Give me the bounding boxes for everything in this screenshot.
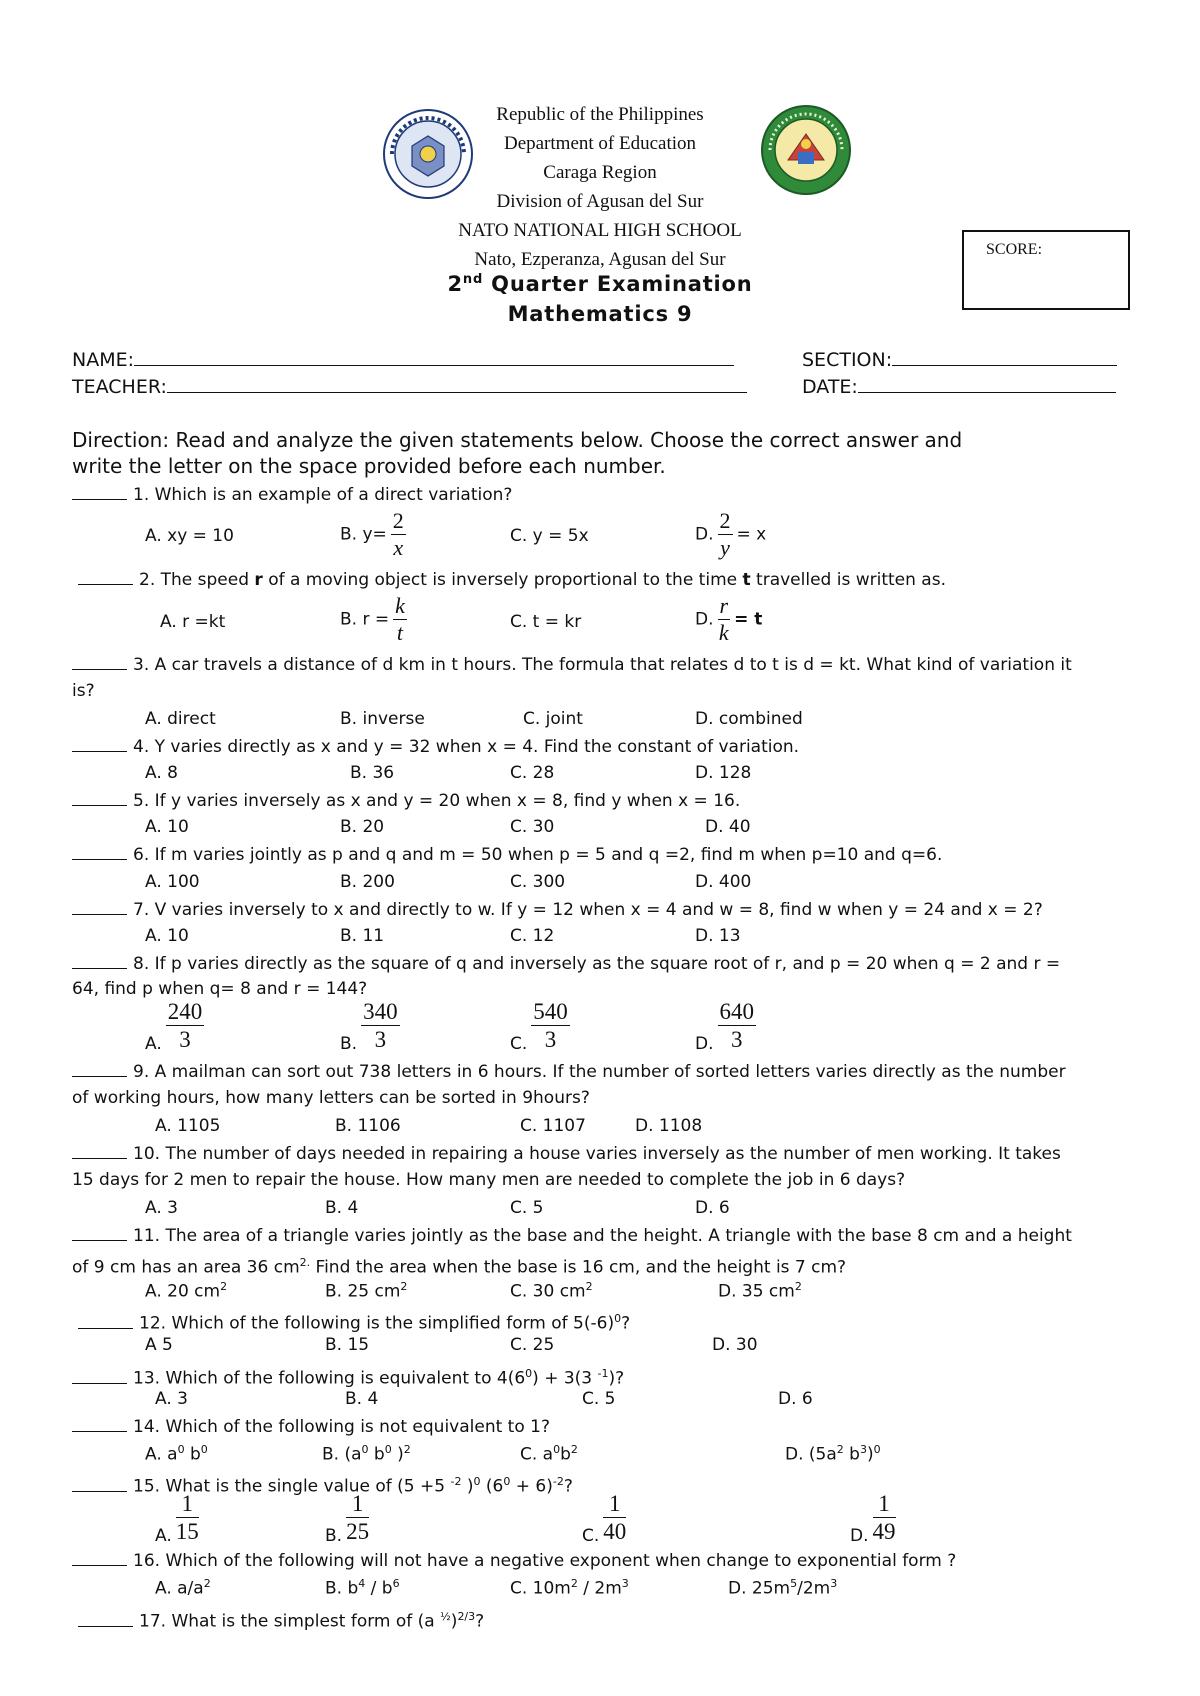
section-label: SECTION: [802, 349, 893, 371]
question-4: 4. Y varies directly as x and y = 32 when x = 4. Find the constant of variation. [72, 735, 799, 760]
q8-option-b: B. $\frac{340}{3}$ [340, 999, 398, 1054]
q15-c-fraction: $\frac{1}{40}$ [603, 1491, 627, 1544]
section-line[interactable] [892, 365, 1117, 366]
q13-option-c: C. 5 [582, 1389, 616, 1409]
question-7: 7. V varies inversely to x and directly to w. If y = 12 when x = 4 and w = 8, find w when y = 24 and x = 2? [72, 898, 1043, 923]
q4-option-d: D. 128 [695, 763, 752, 783]
q13-option-d: D. 6 [778, 1389, 813, 1409]
score-box[interactable] [962, 230, 1130, 310]
answer-blank-9[interactable] [72, 1061, 127, 1077]
section-field[interactable] [802, 349, 1117, 371]
q3-option-d: D. combined [695, 709, 803, 729]
q2-option-b: B. r = $\frac{k}{t}$ [340, 593, 405, 645]
q16-option-c: C. $10m^2 / 2m^3$ [510, 1577, 629, 1599]
header-address: Nato, Ezperanza, Agusan del Sur [474, 249, 726, 270]
q6-option-b: B. 200 [340, 872, 395, 892]
answer-blank-8[interactable] [72, 953, 127, 969]
question-11-cont: of 9 cm has an area 36 $cm^{2.}$ Find the area when the base is 16 cm, and the height is 7 cm? [72, 1256, 847, 1278]
q7-option-b: B. 11 [340, 926, 385, 946]
q2-option-c: C. t = kr [510, 612, 582, 632]
q7-option-d: D. 13 [695, 926, 741, 946]
q13-option-a: A. 3 [155, 1389, 188, 1409]
q2-option-d: D. $\frac{r}{k}$ = t [695, 593, 763, 645]
q14-option-a: A. $a^0$ $b^0$ [145, 1443, 208, 1465]
q2-b-fraction: $\frac{k}{t}$ [395, 593, 405, 645]
q7-option-c: C. 12 [510, 926, 555, 946]
answer-blank-5[interactable] [72, 790, 127, 806]
q8-c-fraction: $\frac{540}{3}$ [533, 999, 568, 1052]
teacher-field[interactable] [72, 376, 747, 398]
question-11: 11. The area of a triangle varies jointly as the base and the height. A triangle with the base 8 cm and a height [72, 1224, 1072, 1249]
header-school: NATO NATIONAL HIGH SCHOOL [458, 220, 742, 241]
q8-a-fraction: $\frac{240}{3}$ [167, 999, 203, 1052]
name-label: NAME: [72, 349, 135, 371]
q15-b-fraction: $\frac{1}{25}$ [346, 1491, 370, 1544]
q9-option-a: A. 1105 [155, 1116, 221, 1136]
q1-option-b: B. y= $\frac{2}{x}$ [340, 508, 404, 560]
exam-title: 2nd Quarter Examination [447, 272, 753, 296]
question-9-cont: of working hours, how many letters can be sorted in 9hours? [72, 1088, 590, 1108]
q15-option-b: B. $\frac{1}{25}$ [325, 1491, 370, 1546]
q10-option-a: A. 3 [145, 1198, 178, 1218]
question-17: 17. What is the simplest form of (a $^{\frac{1}{2}}$)$^{2/3}$? [78, 1604, 484, 1635]
q5-option-b: B. 20 [340, 817, 385, 837]
q1-option-c: C. y = 5x [510, 526, 589, 546]
answer-blank-11[interactable] [72, 1225, 127, 1241]
answer-blank-7[interactable] [72, 899, 127, 915]
q9-option-c: C. 1107 [520, 1116, 586, 1136]
header-department: Department of Education [503, 133, 697, 154]
answer-blank-3[interactable] [72, 654, 127, 670]
q10-option-b: B. 4 [325, 1198, 359, 1218]
teacher-line[interactable] [167, 392, 747, 393]
q7-option-a: A. 10 [145, 926, 189, 946]
q11-option-c: C. 30 $cm^2$ [510, 1280, 593, 1302]
q5-option-d: D. 40 [705, 817, 751, 837]
q12-option-a: A 5 [145, 1335, 173, 1355]
name-line[interactable] [134, 365, 734, 366]
answer-blank-2[interactable] [78, 569, 133, 585]
q4-option-c: C. 28 [510, 763, 555, 783]
q1-d-fraction: $\frac{2}{y}$ [719, 508, 731, 560]
q14-option-d: D. ($5a^2$ $b^3)^0$ [785, 1443, 881, 1465]
q15-option-d: D. $\frac{1}{49}$ [850, 1491, 896, 1546]
question-2: 2. The speed r of a moving object is inversely proportional to the time t travelled is written as. [78, 568, 946, 593]
teacher-label: TEACHER: [72, 376, 167, 398]
q12-option-d: D. 30 [712, 1335, 758, 1355]
q3-option-a: A. direct [145, 709, 216, 729]
question-8: 8. If p varies directly as the square of q and inversely as the square root of r, and p = 20 when q = 2 and r = [72, 952, 1060, 977]
q6-option-d: D. 400 [695, 872, 752, 892]
q8-b-fraction: $\frac{340}{3}$ [363, 999, 398, 1052]
q8-option-c: C. $\frac{540}{3}$ [510, 999, 568, 1054]
q2-option-a: A. r =kt [160, 612, 226, 632]
q5-option-a: A. 10 [145, 817, 189, 837]
q4-option-b: B. 36 [350, 763, 395, 783]
q16-option-b: B. $b^4 / b^6$ [325, 1577, 400, 1599]
header-republic: Republic of the Philippines [496, 104, 704, 125]
answer-blank-17[interactable] [78, 1611, 133, 1627]
answer-blank-10[interactable] [72, 1143, 127, 1159]
answer-blank-16[interactable] [72, 1550, 127, 1566]
q11-option-a: A. 20 $cm^2$ [145, 1280, 228, 1302]
answer-blank-4[interactable] [72, 736, 127, 752]
q2-d-fraction: $\frac{r}{k}$ [718, 593, 729, 645]
q5-option-c: C. 30 [510, 817, 555, 837]
q9-option-b: B. 1106 [335, 1116, 401, 1136]
date-label: DATE: [802, 376, 858, 398]
question-3: 3. A car travels a distance of d km in t hours. The formula that relates d to t is d = kt. What kind of variation it [72, 653, 1072, 678]
direction-line-1: Direction: Read and analyze the given statements below. Choose the correct answer and [72, 428, 963, 452]
question-13: 13. Which of the following is equivalent to $4(6^0) + 3(3$ $^{-1}$)? [72, 1361, 624, 1392]
q15-option-a: A. $\frac{1}{15}$ [155, 1491, 199, 1546]
answer-blank-15[interactable] [72, 1476, 127, 1492]
q15-a-fraction: $\frac{1}{15}$ [175, 1491, 199, 1544]
q14-option-b: B. ($a^0$ $b^0$ )$^2$ [322, 1443, 411, 1465]
q12-option-c: C. 25 [510, 1335, 555, 1355]
date-field[interactable] [802, 376, 1116, 398]
question-14: 14. Which of the following is not equivalent to 1? [72, 1415, 550, 1440]
q11-option-b: B. 25 $cm^2$ [325, 1280, 408, 1302]
q8-option-d: D. $\frac{640}{3}$ [695, 999, 754, 1054]
q10-option-c: C. 5 [510, 1198, 544, 1218]
q4-option-a: A. 8 [145, 763, 178, 783]
question-1: 1. Which is an example of a direct variation? [72, 483, 512, 508]
answer-blank-1[interactable] [72, 484, 127, 500]
q1-b-fraction: $\frac{2}{x}$ [392, 508, 404, 560]
q12-option-b: B. 15 [325, 1335, 370, 1355]
q8-d-fraction: $\frac{640}{3}$ [719, 999, 754, 1052]
q3-option-c: C. joint [523, 709, 583, 729]
question-6: 6. If m varies jointly as p and q and m = 50 when p = 5 and q =2, find m when p=10 and q=6. [72, 843, 942, 868]
answer-blank-6[interactable] [72, 844, 127, 860]
q3-option-b: B. inverse [340, 709, 425, 729]
name-field[interactable] [72, 349, 734, 371]
q9-option-d: D. 1108 [635, 1116, 703, 1136]
q6-option-c: C. 300 [510, 872, 566, 892]
q10-option-d: D. 6 [695, 1198, 730, 1218]
question-10: 10. The number of days needed in repairing a house varies inversely as the number of men working. It takes [72, 1142, 1061, 1167]
date-line[interactable] [858, 392, 1116, 393]
exam-subject: Mathematics 9 [507, 302, 693, 326]
q6-option-a: A. 100 [145, 872, 200, 892]
question-5: 5. If y varies inversely as x and y = 20 when x = 8, find y when x = 16. [72, 789, 740, 814]
q1-option-d: D. $\frac{2}{y}$ = x [695, 508, 767, 560]
q11-option-d: D. 35 $cm^2$ [718, 1280, 802, 1302]
q16-option-d: D. $25m^5/2m^3$ [728, 1577, 838, 1599]
score-label: SCORE: [986, 241, 1043, 258]
q14-option-c: C. $a^0b^2$ [520, 1443, 578, 1465]
header-division: Division of Agusan del Sur [496, 191, 704, 212]
q16-option-a: A. $a/a^2$ [155, 1577, 211, 1599]
q13-option-b: B. 4 [345, 1389, 379, 1409]
question-8-cont: 64, find p when q= 8 and r = 144? [72, 979, 368, 999]
question-10-cont: 15 days for 2 men to repair the house. How many men are needed to complete the job in 6 days? [72, 1170, 906, 1190]
answer-blank-12[interactable] [78, 1313, 133, 1329]
header-region: Caraga Region [543, 162, 657, 183]
answer-blank-14[interactable] [72, 1416, 127, 1432]
q1-option-a: A. xy = 10 [145, 526, 234, 546]
direction-line-2: write the letter on the space provided before each number. [72, 454, 666, 478]
q15-option-c: C. $\frac{1}{40}$ [582, 1491, 627, 1546]
q15-d-fraction: $\frac{1}{49}$ [872, 1491, 896, 1544]
question-12: 12. Which of the following is the simplified form of $5(-6)^0$? [78, 1306, 630, 1337]
q8-option-a: A. $\frac{240}{3}$ [145, 999, 203, 1054]
question-9: 9. A mailman can sort out 738 letters in 6 hours. If the number of sorted letters varies directly as the number [72, 1060, 1066, 1085]
question-3-cont: is? [72, 681, 95, 701]
question-16: 16. Which of the following will not have a negative exponent when change to exponential form ? [72, 1549, 956, 1574]
question-15: 15. What is the single value of (5 +5 $^{-2}$ )$^0$ $(6^0 + 6)^{-2}$? [72, 1469, 573, 1500]
answer-blank-13[interactable] [72, 1368, 127, 1384]
